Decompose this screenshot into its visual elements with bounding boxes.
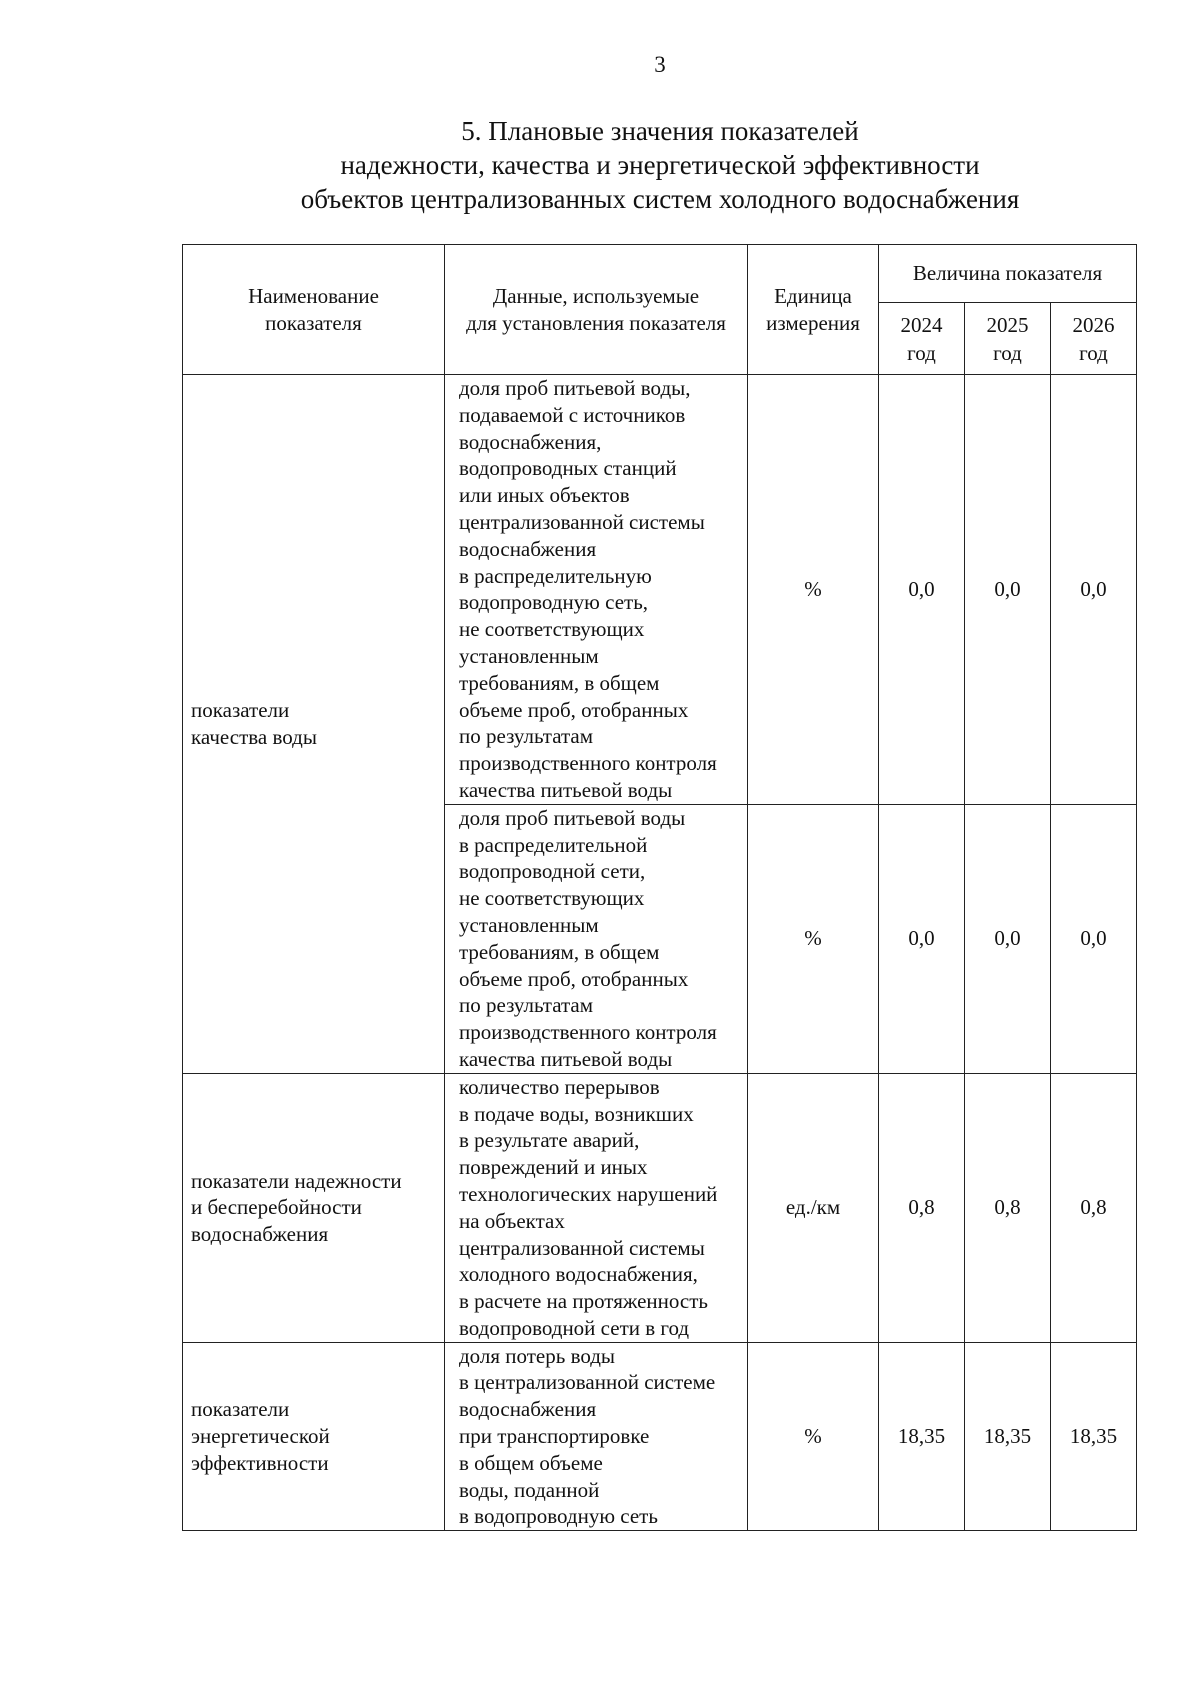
line: и бесперебойности <box>191 1195 362 1220</box>
line: повреждений и иных <box>459 1155 648 1180</box>
header-year-2024: 2024 год <box>879 303 965 375</box>
line: энергетической <box>191 1424 330 1449</box>
line: установленным <box>459 643 599 668</box>
indicator-value: 18,35 <box>1051 1342 1137 1531</box>
indicator-unit: ед./км <box>748 1073 879 1342</box>
indicator-unit: % <box>748 804 879 1073</box>
line: в расчете на протяженность <box>459 1289 708 1314</box>
line: в водопроводную сеть <box>459 1504 658 1529</box>
line: в результате аварий, <box>459 1128 640 1153</box>
indicators-table <box>182 244 1137 1531</box>
header-year-2025: 2025 год <box>965 303 1051 375</box>
line: водоснабжения, <box>459 429 602 454</box>
line: в централизованной системе <box>459 1370 716 1395</box>
indicator-value: 0,0 <box>879 375 965 805</box>
line: централизованной системы <box>459 509 705 534</box>
line: по результатам <box>459 993 594 1018</box>
line: количество перерывов <box>459 1074 660 1099</box>
line: водопроводных станций <box>459 456 677 481</box>
indicator-unit: % <box>748 375 879 805</box>
line: воды, поданной <box>459 1477 600 1502</box>
line: показатели надежности <box>191 1168 402 1193</box>
line: по результатам <box>459 724 594 749</box>
indicator-name <box>183 1342 445 1531</box>
line: технологических нарушений <box>459 1181 718 1206</box>
indicator-data <box>445 804 748 1073</box>
line: требованиям, в общем <box>459 939 660 964</box>
line: установленным <box>459 912 599 937</box>
header-name: Наименование показателя <box>183 245 445 375</box>
indicator-value: 0,0 <box>1051 375 1137 805</box>
table-row <box>183 1073 1137 1342</box>
indicator-value: 18,35 <box>965 1342 1051 1531</box>
indicator-value: 18,35 <box>879 1342 965 1531</box>
line: на объектах <box>459 1208 565 1233</box>
line: водоснабжения <box>459 536 597 561</box>
line: водоснабжения <box>459 1397 597 1422</box>
title-line-2: надежности, качества и энергетической эффективности <box>340 150 980 180</box>
line: качества питьевой воды <box>459 1046 673 1071</box>
indicator-name <box>183 1073 445 1342</box>
line: доля потерь воды <box>459 1343 616 1368</box>
line: в общем объеме <box>459 1450 603 1475</box>
page-number: 3 <box>654 52 666 77</box>
indicator-value: 0,8 <box>965 1073 1051 1342</box>
line: показатели <box>191 698 290 723</box>
line: не соответствующих <box>459 617 645 642</box>
line: водопроводной сети, <box>459 859 646 884</box>
indicator-value: 0,8 <box>1051 1073 1137 1342</box>
line: объеме проб, отобранных <box>459 697 689 722</box>
line: водопроводную сеть, <box>459 590 649 615</box>
indicator-value: 0,0 <box>965 804 1051 1073</box>
line: показатели <box>191 1397 290 1422</box>
line: водопроводной сети в год <box>459 1315 690 1340</box>
header-year-2026: 2026 год <box>1051 303 1137 375</box>
indicator-value: 0,0 <box>965 375 1051 805</box>
line: доля проб питьевой воды <box>459 805 686 830</box>
line: в распределительную <box>459 563 652 588</box>
line: качества воды <box>191 724 317 749</box>
header-unit: Единица измерения <box>748 245 879 375</box>
line: при транспортировке <box>459 1424 650 1449</box>
line: эффективности <box>191 1450 329 1475</box>
header-value-group: Величина показателя <box>879 245 1137 303</box>
indicator-data <box>445 1342 748 1531</box>
header-data: Данные, используемые для установления показателя <box>445 245 748 375</box>
indicator-unit: % <box>748 1342 879 1531</box>
line: производственного контроля <box>459 1020 717 1045</box>
line: холодного водоснабжения, <box>459 1262 698 1287</box>
indicator-data <box>445 375 748 805</box>
indicator-data <box>445 1073 748 1342</box>
indicator-value: 0,8 <box>879 1073 965 1342</box>
line: производственного контроля <box>459 751 717 776</box>
table-row <box>183 375 1137 805</box>
title-line-1: 5. Плановые значения показателей <box>461 116 859 146</box>
line: требованиям, в общем <box>459 670 660 695</box>
line: централизованной системы <box>459 1235 705 1260</box>
table-body <box>183 375 1137 1531</box>
line: водоснабжения <box>191 1222 329 1247</box>
table-row <box>183 1342 1137 1531</box>
title-line-3: объектов централизованных систем холодного водоснабжения <box>300 184 1020 214</box>
indicator-name <box>183 375 445 1074</box>
line: доля проб питьевой воды, <box>459 376 691 400</box>
line: качества питьевой воды <box>459 777 673 802</box>
line: подаваемой с источников <box>459 402 686 427</box>
line: объеме проб, отобранных <box>459 966 689 991</box>
indicator-value: 0,0 <box>879 804 965 1073</box>
line: не соответствующих <box>459 886 645 911</box>
document-title <box>270 114 1050 216</box>
line: в распределительной <box>459 832 648 857</box>
line: в подаче воды, возникших <box>459 1101 694 1126</box>
line: или иных объектов <box>459 483 630 508</box>
indicator-value: 0,0 <box>1051 804 1137 1073</box>
